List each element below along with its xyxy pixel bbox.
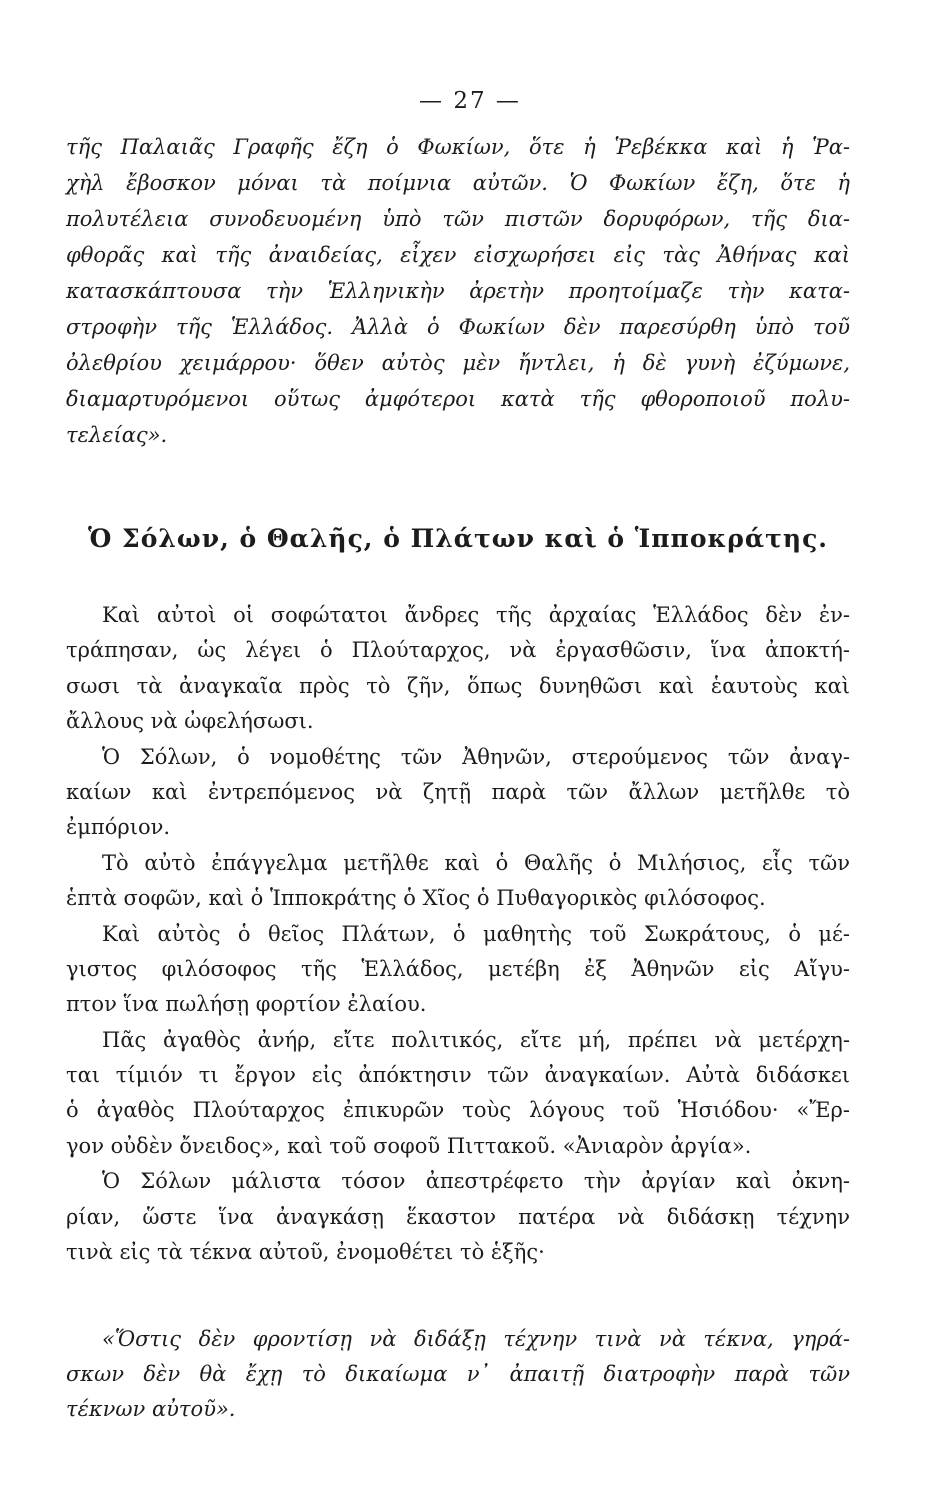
text-line: τινὰ εἰς τὰ τέκνα αὐτοῦ, ἐνομοθέτει τὸ ἑξῆς·: [66, 1240, 545, 1265]
text-line: τελείας».: [66, 423, 168, 447]
text-line: πολυτέλεια συνοδευομένη ὑπὸ τῶν πιστῶν δορυφόρων, τῆς δια-: [66, 207, 850, 231]
text-line: ἐμπόριον.: [66, 815, 171, 840]
text-line: κατασκάπτουσα τὴν Ἑλληνικὴν ἀρετὴν προητοίμαζε τὴν κατα-: [66, 279, 850, 303]
text-line: Ὁ Σόλων μάλιστα τόσον ἀπεστρέφετο τὴν ἀργίαν καὶ ὀκνη-: [102, 1169, 850, 1194]
text-line: ται τίμιόν τι ἔργον εἰς ἀπόκτησιν τῶν ἀναγκαίων. Αὐτὰ διδάσκει: [66, 1063, 850, 1088]
text-line: πτον ἵνα πωλήσῃ φορτίον ἐλαίου.: [66, 992, 427, 1017]
text-line: τέκνων αὐτοῦ».: [66, 1397, 236, 1421]
text-line: Καὶ αὐτὸς ὁ θεῖος Πλάτων, ὁ μαθητὴς τοῦ Σωκράτους, ὁ μέ-: [102, 921, 850, 946]
text-line: ρίαν, ὥστε ἵνα ἀναγκάσῃ ἕκαστον πατέρα νὰ διδάσκῃ τέχνην: [66, 1204, 850, 1229]
text-line: Τὸ αὐτὸ ἐπάγγελμα μετῆλθε καὶ ὁ Θαλῆς ὁ Μιλήσιος, εἷς τῶν: [102, 850, 850, 875]
text-line: «Ὅστις δὲν φροντίσῃ νὰ διδάξῃ τέχνην τινὰ νὰ τέκνα, γηρά-: [102, 1327, 850, 1351]
text-line: ὁ ἀγαθὸς Πλούταρχος ἐπικυρῶν τοὺς λόγους τοῦ Ἡσιόδου· «Ἔρ-: [66, 1098, 850, 1123]
intro-paragraph: [66, 129, 850, 453]
body-text: [66, 598, 850, 1270]
page-number: — 27 —: [419, 88, 521, 114]
text-line: σωσι τὰ ἀναγκαῖα πρὸς τὸ ζῆν, ὅπως δυνηθῶσι καὶ ἑαυτοὺς καὶ: [66, 673, 850, 698]
law-quote: [66, 1322, 850, 1427]
text-line: καίων καὶ ἐντρεπόμενος νὰ ζητῇ παρὰ τῶν ἄλλων μετῆλθε τὸ: [66, 779, 850, 804]
text-line: φθορᾶς καὶ τῆς ἀναιδείας, εἶχεν εἰσχωρήσει εἰς τὰς Ἀθήνας καὶ: [66, 243, 850, 267]
text-line: τῆς Παλαιᾶς Γραφῆς ἔζη ὁ Φωκίων, ὅτε ἡ Ῥεβέκκα καὶ ἡ Ῥα-: [66, 135, 850, 159]
text-line: τράπησαν, ὡς λέγει ὁ Πλούταρχος, νὰ ἐργασθῶσιν, ἵνα ἀποκτή-: [66, 638, 850, 663]
text-line: ἑπτὰ σοφῶν, καὶ ὁ Ἱπποκράτης ὁ Χῖος ὁ Πυθαγορικὸς φιλόσοφος.: [66, 886, 766, 911]
text-line: Πᾶς ἀγαθὸς ἀνήρ, εἴτε πολιτικός, εἴτε μή, πρέπει νὰ μετέρχη-: [102, 1027, 850, 1052]
text-line: χὴλ ἔβοσκον μόναι τὰ ποίμνια αὐτῶν. Ὁ Φωκίων ἔζη, ὅτε ἡ: [66, 171, 850, 195]
text-line: γον οὐδὲν ὄνειδος», καὶ τοῦ σοφοῦ Πιττακοῦ. «Ἀνιαρὸν ἀργία».: [66, 1133, 752, 1158]
text-line: Καὶ αὐτοὶ οἱ σοφώτατοι ἄνδρες τῆς ἀρχαίας Ἑλλάδος δὲν ἐν-: [102, 603, 850, 627]
text-line: γιστος φιλόσοφος τῆς Ἑλλάδος, μετέβη ἐξ Ἀθηνῶν εἰς Αἴγυ-: [66, 956, 850, 981]
text-line: Ὁ Σόλων, ὁ νομοθέτης τῶν Ἀθηνῶν, στερούμενος τῶν ἀναγ-: [102, 744, 850, 769]
text-line: διαμαρτυρόμενοι οὕτως ἀμφότεροι κατὰ τῆς φθοροποιοῦ πολυ-: [66, 387, 850, 411]
text-line: σκων δὲν θὰ ἔχῃ τὸ δικαίωμα ν᾿ ἀπαιτῇ διατροφὴν παρὰ τῶν: [66, 1362, 850, 1386]
text-line: ὀλεθρίου χειμάρρου· ὅθεν αὐτὸς μὲν ἤντλει, ἡ δὲ γυνὴ ἐζύμωνε,: [66, 351, 850, 375]
text-line: ἄλλους νὰ ὠφελήσωσι.: [66, 709, 314, 734]
text-line: στροφὴν τῆς Ἑλλάδος. Ἀλλὰ ὁ Φωκίων δὲν παρεσύρθη ὑπὸ τοῦ: [66, 315, 850, 339]
section-heading: Ὁ Σόλων, ὁ Θαλῆς, ὁ Πλάτων καὶ ὁ Ἱπποκράτης.: [87, 524, 829, 553]
